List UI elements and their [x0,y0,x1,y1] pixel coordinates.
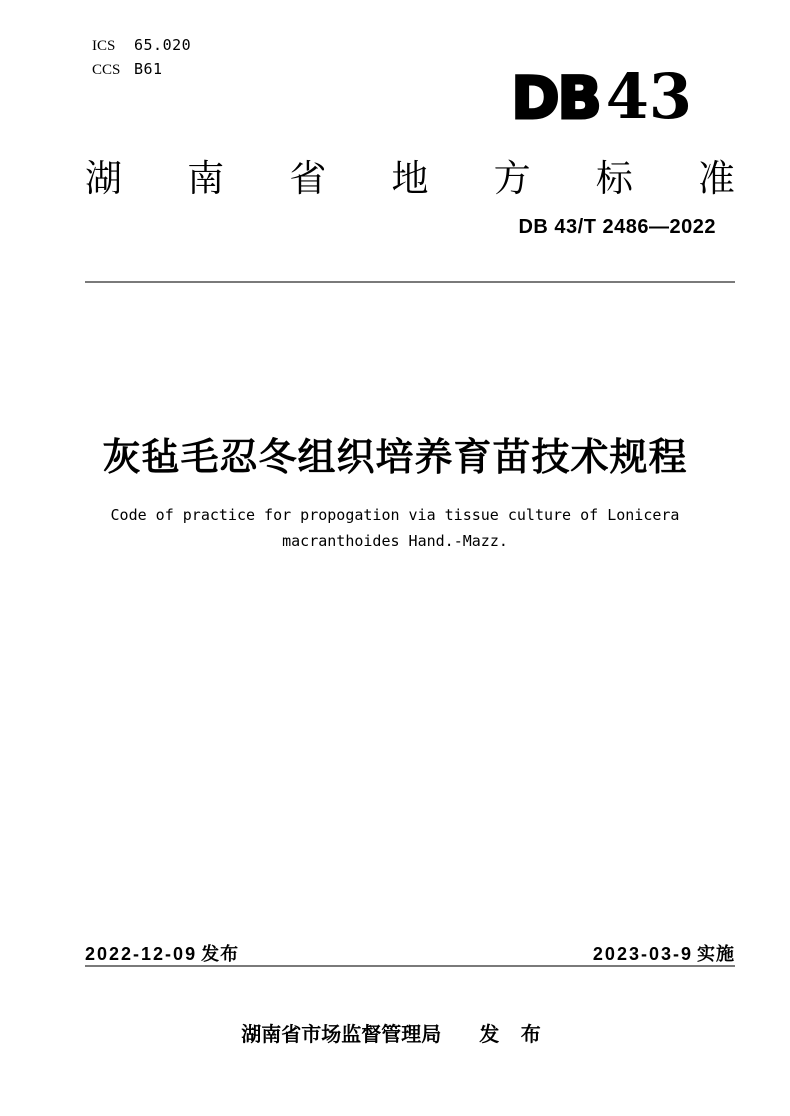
db43-logo [511,60,692,133]
subtitle-line-1: Code of practice for propogation via tissue culture of Lonicera [110,506,680,524]
implementation-date-group [593,940,735,966]
publisher-line [0,1018,790,1047]
issue-date-group [85,940,239,966]
db43-logo-number: 43 [605,60,692,133]
document-title: 灰毡毛忍冬组织培养育苗技术规程 [102,437,688,479]
footer-divider [85,965,735,967]
publisher-name: 湖南省市场监督管理局 [241,1024,442,1046]
standard-number: DB 43/T 2486—2022 [518,216,716,238]
implementation-date: 2023-03-9 [592,944,693,964]
document-subtitle-english [0,502,790,554]
ccs-label: CCS [92,62,121,78]
ics-row [92,34,191,58]
publish-action-label: 发 布 [479,1024,549,1046]
issue-date-label: 发布 [201,944,240,964]
ccs-value: B61 [134,60,163,78]
subtitle-line-2: macranthoides Hand.-Mazz. [282,532,508,550]
implementation-date-label: 实施 [697,944,735,964]
ics-value: 65.020 [134,36,192,54]
db43-logo-prefix: DB [511,64,600,132]
ccs-row [92,58,191,82]
dates-row [85,940,735,966]
header-divider [85,281,735,283]
issue-date: 2022-12-09 [85,944,198,964]
ics-label: ICS [92,38,116,54]
standard-type-title: 湖南省地方标准 [85,158,735,199]
classification-block [92,34,191,82]
